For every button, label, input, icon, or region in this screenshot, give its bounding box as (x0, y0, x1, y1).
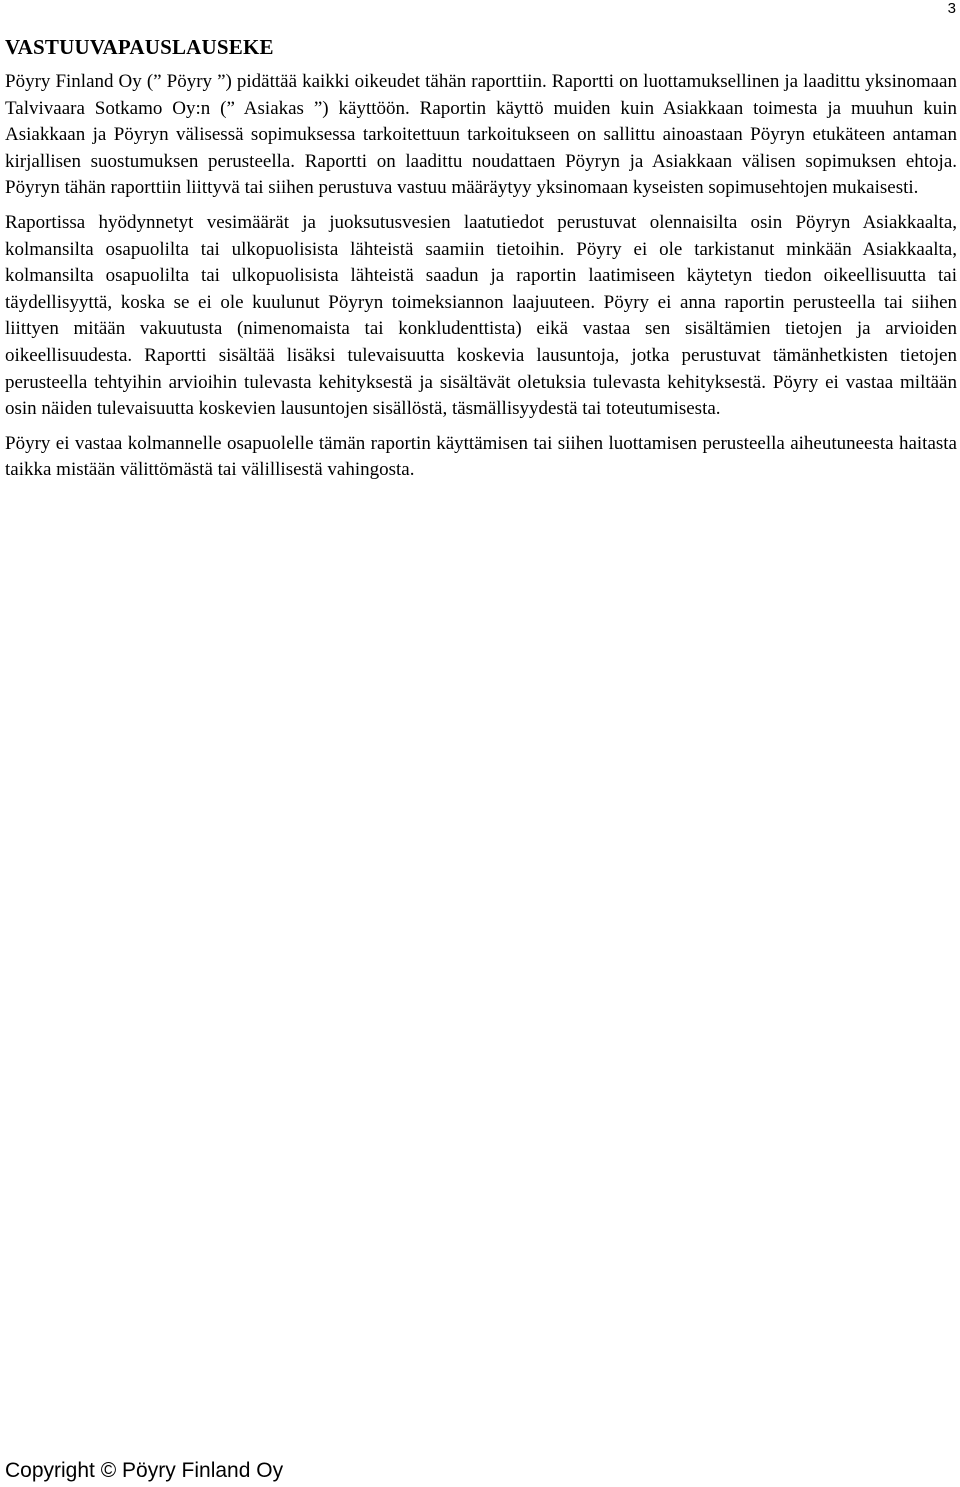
disclaimer-paragraph-3: Pöyry ei vastaa kolmannelle osapuolelle tämän raportin käyttämisen tai siihen luottamisen perusteella aiheutuneesta haitasta taikka mistään välittömästä tai välillisestä vahingosta. (5, 432, 957, 481)
disclaimer-section (5, 34, 957, 492)
disclaimer-paragraph-2: Raportissa hyödynnetyt vesimäärät ja juoksutusvesien laatutiedot perustuvat olennaisilta osin Pöyryn Asiakkaalta, kolmansilta osapuolilta tai ulkopuolisista lähteistä saamiin tietoihin. Pöyry ei ole tarkistanut minkään Asiakkaalta, kolmansilta osapuolilta tai ulkopuolisista lähteistä saadun ja raportin laatimiseen käytetyn tiedon oikeellisuutta tai täydellisyyttä, koska se ei ole kuulunut Pöyryn toimeksiannon laajuuteen. Pöyry ei anna raportin perusteella tai siihen liittyen mitään vakuutusta (nimenomaista tai konkludenttista) eikä vastaa sen sisältämien tietojen ja arvioiden oikeellisuudesta. Raportti sisältää lisäksi tulevaisuutta koskevia lausuntoja, jotka perustuvat tämänhetkisten tietojen perusteella tehtyihin arvioihin tulevasta kehityksestä ja sisältävät oletuksia tulevasta kehityksestä. Pöyry ei vastaa miltään osin näiden tulevaisuutta koskevien lausuntojen sisällöstä, täsmällisyydestä tai toteutumisesta. (5, 211, 957, 420)
disclaimer-heading: VASTUUVAPAUSLAUSEKE (5, 35, 274, 59)
disclaimer-paragraph-1: Pöyry Finland Oy (” Pöyry ”) pidättää kaikki oikeudet tähän raporttiin. Raportti on luottamuksellinen ja laadittu yksinomaan Talvivaara Sotkamo Oy:n (” Asiakas ”) käyttöön. Raportin käyttö muiden kuin Asiakkaan toimesta ja muuhun kuin Asiakkaan ja Pöyryn välisessä sopimuksessa tarkoitettuun tarkoitukseen on sallittu ainoastaan Pöyryn etukäteen antaman kirjallisen suostumuksen perusteella. Raportti on laadittu noudattaen Pöyryn ja Asiakkaan välisen sopimuksen ehtoja. Pöyryn tähän raporttiin liittyvä tai siihen perustuva vastuu määräytyy yksinomaan kyseisten sopimusehtojen mukaisesti. (5, 71, 957, 199)
page-number: 3 (947, 0, 956, 17)
copyright-footer: Copyright © Pöyry Finland Oy (5, 1459, 284, 1482)
